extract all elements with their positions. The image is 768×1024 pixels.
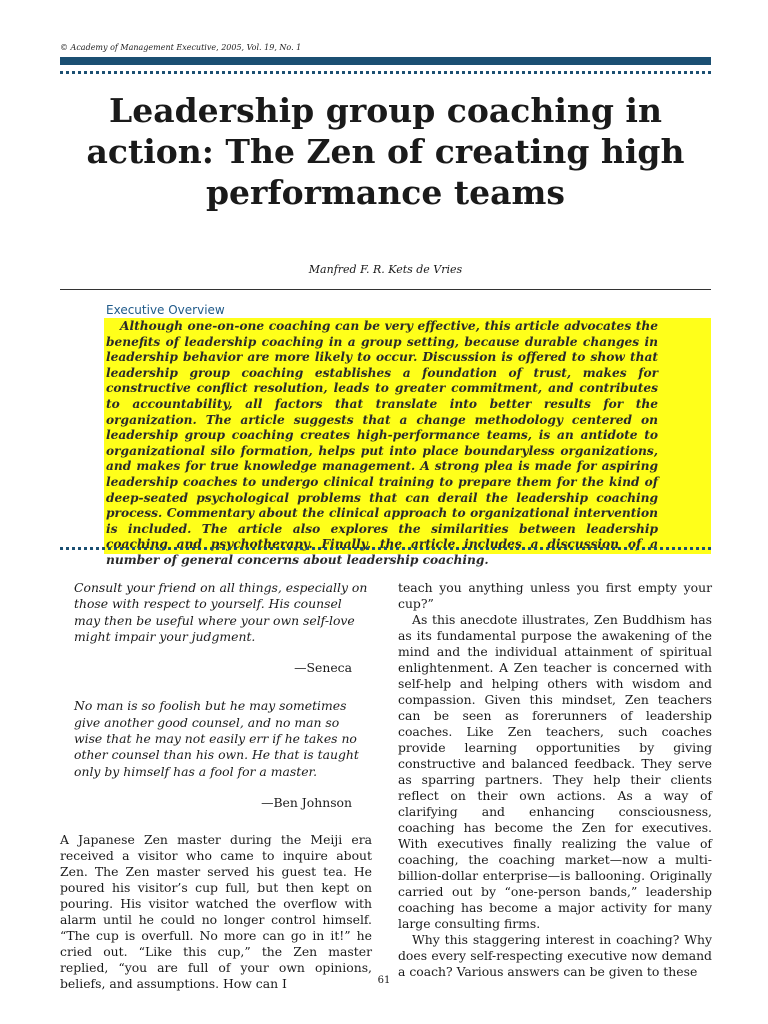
header-bar [60,57,711,65]
author-rule [60,289,711,290]
epigraph-attribution: —Seneca [294,660,352,676]
overview-heading: Executive Overview [106,303,225,317]
article-title: Leadership group coaching in action: The Zen of creating high performance teams [86,91,685,212]
epigraph-quote: Consult your friend on all things, especially on those with respect to yourself. His counsel may then be useful where your own self-love might impair your judgment. [74,580,368,644]
body-paragraph: As this anecdote illustrates, Zen Buddhism has as its fundamental purpose the awakening of the mind and the individual attainment of spiritual enlightenment. A Zen teacher is concerned with self-help and helping others with wisdom and compassion. Given this mindset, Zen teachers can be seen as forerunners of leadership coaches. Like Zen teachers, such coaches provide learning opportunities by giving constructive and balanced feedback. They serve as sparring partners. They help their clients reflect on their own actions. As a way of clarifying and enhancing consciousness, coaching has become the Zen for executives. With executives finally realizing the value of coaching, the coaching market—now a multi-billion-dollar enterprise—is ballooning. Originally carried out by “one-person bands,” leadership coaching has become a major activity for many large consulting firms. [398,612,712,931]
page-number: 61 [377,975,391,986]
overview-text: Although one-on-one coaching can be very effective, this article advocates the benefits of leadership coaching in a group setting, because durable changes in leadership behavior are more likely to occur. Discussion is offered to show that leadership group coaching establishes a foundation of trust, makes for constructive conflict resolution, leads to greater commitment, and contributes to accountability, all factors that translate into better results for the organization. The article suggests that a change methodology centered on leadership group coaching creates high-performance teams, is an antidote to organizational silo formation, helps put into place boundaryless organizations, and makes for true knowledge management. A strong plea is made for aspiring leadership coaches to undergo clinical training to prepare them for the kind of deep-seated psychological problems that can derail the leadership coaching process. Commentary about the clinical approach to organizational intervention is included. The article also explores the similarities between leadership coaching and psychotherapy. Finally, the article includes a discussion of a number of general concerns about leadership coaching. [106,319,658,567]
left-column [60,580,372,992]
right-column [398,580,712,980]
epigraph-quote: No man is so foolish but he may sometimes give another good counsel, and no man so wise that he may not easily err if he takes no other counsel than his own. He that is taught only by himself has a fool for a master. [74,698,359,779]
body-paragraph: teach you anything unless you first empty your cup?” [398,580,712,611]
body-paragraph: Why this staggering interest in coaching? Why does every self-respecting executive now demand a coach? Various answers can be given to these [398,932,712,979]
overview-dotted-rule [60,547,711,550]
body-paragraph: A Japanese Zen master during the Meiji era received a visitor who came to inquire about Zen. The Zen master served his guest tea. He poured his visitor’s cup full, but then kept on pouring. His visitor watched the overflow with alarm until he could no longer control himself. “The cup is overfull. No more can go in it!” he cried out. “Like this cup,” the Zen master replied, “you are full of your own opinions, beliefs, and assumptions. How can I [60,832,372,992]
epigraph-attribution: —Ben Johnson [261,794,352,810]
journal-citation: © Academy of Management Executive, 2005, Vol. 19, No. 1 [60,43,302,52]
header-dotted-rule [60,71,711,74]
overview-abstract [106,319,658,569]
epigraph-1 [74,580,370,676]
article-author: Manfred F. R. Kets de Vries [308,263,463,276]
epigraph-2 [74,698,370,811]
